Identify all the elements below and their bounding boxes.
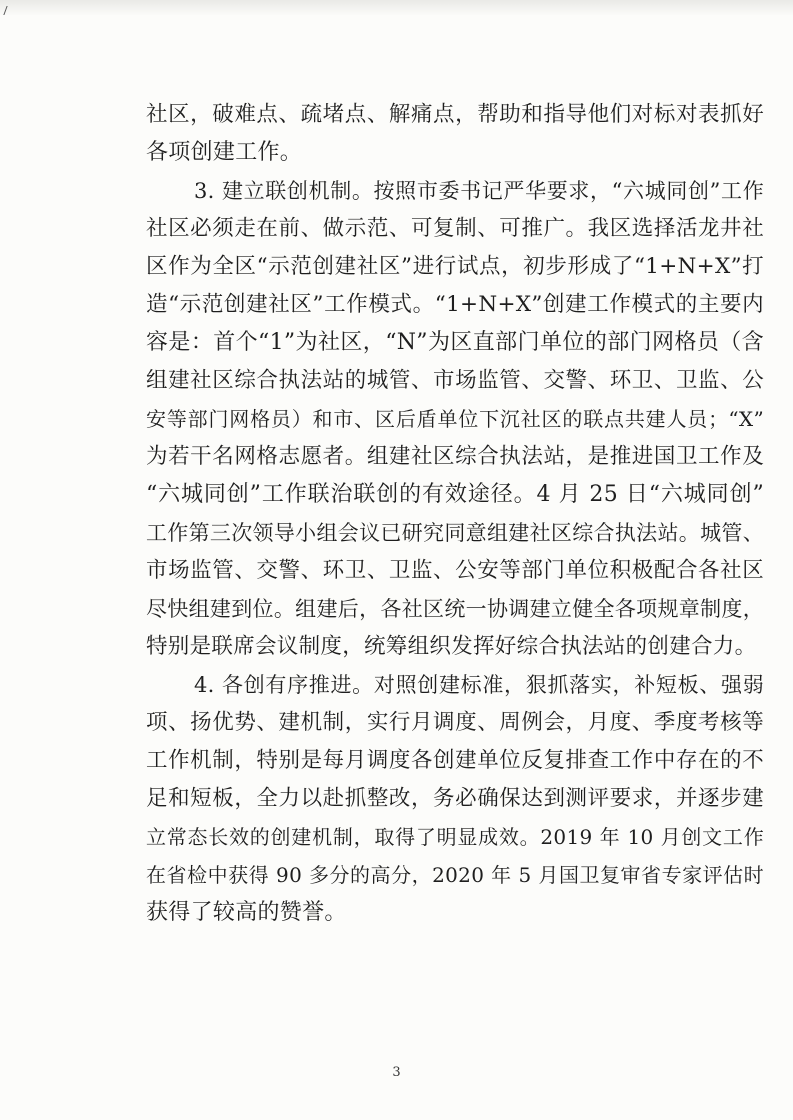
text-line: 组建社区综合执法站的城管、市场监管、交警、环卫、卫监、公 [146, 368, 764, 393]
page-number: 3 [392, 1065, 401, 1080]
text-line: 社区必须走在前、做示范、可复制、可推广。我区选择活龙井社 [146, 216, 764, 241]
text-line: 安等部门网格员）和市、区后盾单位下沉社区的联点共建人员；“X” [146, 407, 764, 431]
paragraph [146, 666, 764, 932]
paragraph [146, 96, 764, 172]
text-line: 在省检中获得 90 多分的高分，2020 年 5 月国卫复审省专家评估时 [146, 863, 764, 887]
text-line: 工作第三次领导小组会议已研究同意组建社区综合执法站。城管、 [146, 521, 764, 545]
text-line: “六城同创”工作联治联创的有效途径。4 月 25 日“六城同创” [146, 482, 764, 507]
text-line: 社区，破难点、疏堵点、解痛点，帮助和指导他们对标对表抓好 [146, 102, 764, 127]
text-line: 4. 各创有序推进。对照创建标准，狠抓落实，补短板、强弱 [194, 673, 764, 697]
text-line: 特别是联席会议制度，统筹组织发挥好综合执法站的创建合力。 [146, 634, 757, 659]
text-line: 尽快组建到位。组建后，各社区统一协调建立健全各项规章制度， [146, 597, 764, 621]
text-line: 3. 建立联创机制。按照市委书记严华要求，“六城同创”工作 [194, 179, 764, 203]
text-line: 获得了较高的赞誉。 [146, 900, 347, 925]
scan-shadow [0, 0, 793, 16]
text-line: 市场监管、交警、环卫、卫监、公安等部门单位积极配合各社区 [146, 558, 764, 583]
text-line: 足和短板，全力以赴抓整改，务必确保达到测评要求，并逐步建 [146, 786, 764, 811]
text-line: 立常态长效的创建机制，取得了明显成效。2019 年 10 月创文工作 [146, 825, 764, 849]
text-line: 容是：首个“1”为社区，“N”为区直部门单位的部门网格员（含 [146, 330, 764, 355]
text-line: 各项创建工作。 [146, 140, 303, 165]
text-line: 项、扬优势、建机制，实行月调度、周例会，月度、季度考核等 [146, 710, 764, 735]
document-body [146, 96, 764, 932]
text-line: 区作为全区“示范创建社区”进行试点，初步形成了“1+N+X”打 [146, 254, 764, 279]
text-line: 造“示范创建社区”工作模式。“1+N+X”创建工作模式的主要内 [146, 292, 764, 317]
text-line: 为若干名网格志愿者。组建社区综合执法站，是推进国卫工作及 [146, 444, 764, 469]
paragraph [146, 172, 764, 666]
text-line: 工作机制，特别是每月调度各创建单位反复排查工作中存在的不 [146, 748, 764, 773]
